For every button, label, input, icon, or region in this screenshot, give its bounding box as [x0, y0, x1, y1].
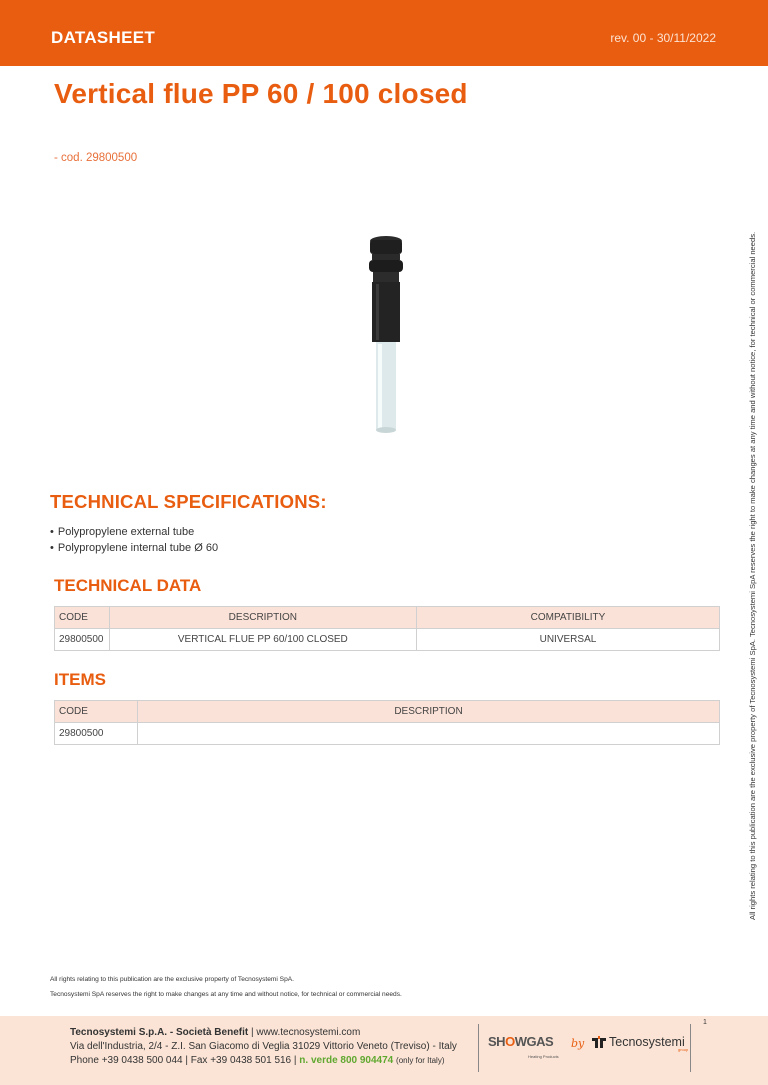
- table-header-row: [55, 701, 720, 723]
- product-image: [362, 234, 410, 434]
- datasheet-label: DATASHEET: [51, 28, 156, 47]
- tecnosystemi-mark-icon: [592, 1036, 606, 1048]
- vertical-rights-note: All rights relating to this publication are the exclusive property of Tecnosystemi SpA. Tecnosystemi SpA reserves the right to make changes at any time and without notice, for technical or commercial needs.: [748, 231, 757, 920]
- page-title: Vertical flue PP 60 / 100 closed: [54, 78, 468, 109]
- showgas-tagline: Heating Products: [528, 1054, 559, 1059]
- cell-code: 29800500: [55, 723, 138, 745]
- page-number: 1: [703, 1019, 707, 1026]
- column-header-code: CODE: [55, 607, 110, 629]
- group-label: group: [678, 1047, 689, 1052]
- phone-fax: Phone +39 0438 500 044 | Fax +39 0438 501 516 |: [70, 1055, 297, 1066]
- table-row: [55, 723, 720, 745]
- table-row: [55, 629, 720, 651]
- column-header-description: DESCRIPTION: [138, 701, 720, 723]
- green-number: n. verde 800 904474: [299, 1055, 394, 1066]
- product-code: - cod. 29800500: [54, 152, 138, 164]
- spec-list: [50, 524, 218, 556]
- column-header-code: CODE: [55, 701, 138, 723]
- website-link[interactable]: | www.tecnosystemi.com: [250, 1027, 361, 1038]
- footer-divider: [478, 1024, 479, 1072]
- rights-line: All rights relating to this publication are the exclusive property of Tecnosystemi SpA.: [50, 976, 294, 983]
- technical-specifications-heading: TECHNICAL SPECIFICATIONS:: [50, 491, 327, 512]
- spec-item: • Polypropylene internal tube Ø 60: [50, 540, 218, 556]
- items-heading: ITEMS: [54, 670, 106, 689]
- technical-data-table: [54, 606, 720, 651]
- company-info: [70, 1026, 457, 1068]
- rights-line: Tecnosystemi SpA reserves the right to make changes at any time and without notice, for technical or commercial needs.: [50, 991, 402, 998]
- cell-code: 29800500: [55, 629, 110, 651]
- footer: [0, 1016, 768, 1085]
- tecnosystemi-logo: [592, 1035, 689, 1052]
- cell-description: VERTICAL FLUE PP 60/100 CLOSED: [109, 629, 416, 651]
- company-name: Tecnosystemi S.p.A. - Società Benefit: [70, 1027, 249, 1038]
- by-text: by: [571, 1037, 585, 1050]
- rights-notice: [50, 972, 402, 1002]
- table-header-row: [55, 607, 720, 629]
- header-bar: [0, 0, 768, 66]
- company-address: Via dell'Industria, 2/4 - Z.I. San Giacomo di Veglia 31029 Vittorio Veneto (Treviso) - Italy: [70, 1041, 457, 1052]
- showgas-logo: SHOWGAS Heating Products: [488, 1034, 559, 1059]
- footer-divider: [690, 1024, 691, 1072]
- italy-only-note: (only for Italy): [396, 1056, 445, 1065]
- cell-description: [138, 723, 720, 745]
- column-header-description: DESCRIPTION: [109, 607, 416, 629]
- spec-item: • Polypropylene external tube: [50, 524, 218, 540]
- revision-date: rev. 00 - 30/11/2022: [610, 31, 716, 45]
- cell-compatibility: UNIVERSAL: [416, 629, 719, 651]
- items-table: [54, 700, 720, 745]
- tecnosystemi-wordmark: Tecnosystemi: [609, 1035, 685, 1049]
- column-header-compatibility: COMPATIBILITY: [416, 607, 719, 629]
- technical-data-heading: TECHNICAL DATA: [54, 576, 202, 595]
